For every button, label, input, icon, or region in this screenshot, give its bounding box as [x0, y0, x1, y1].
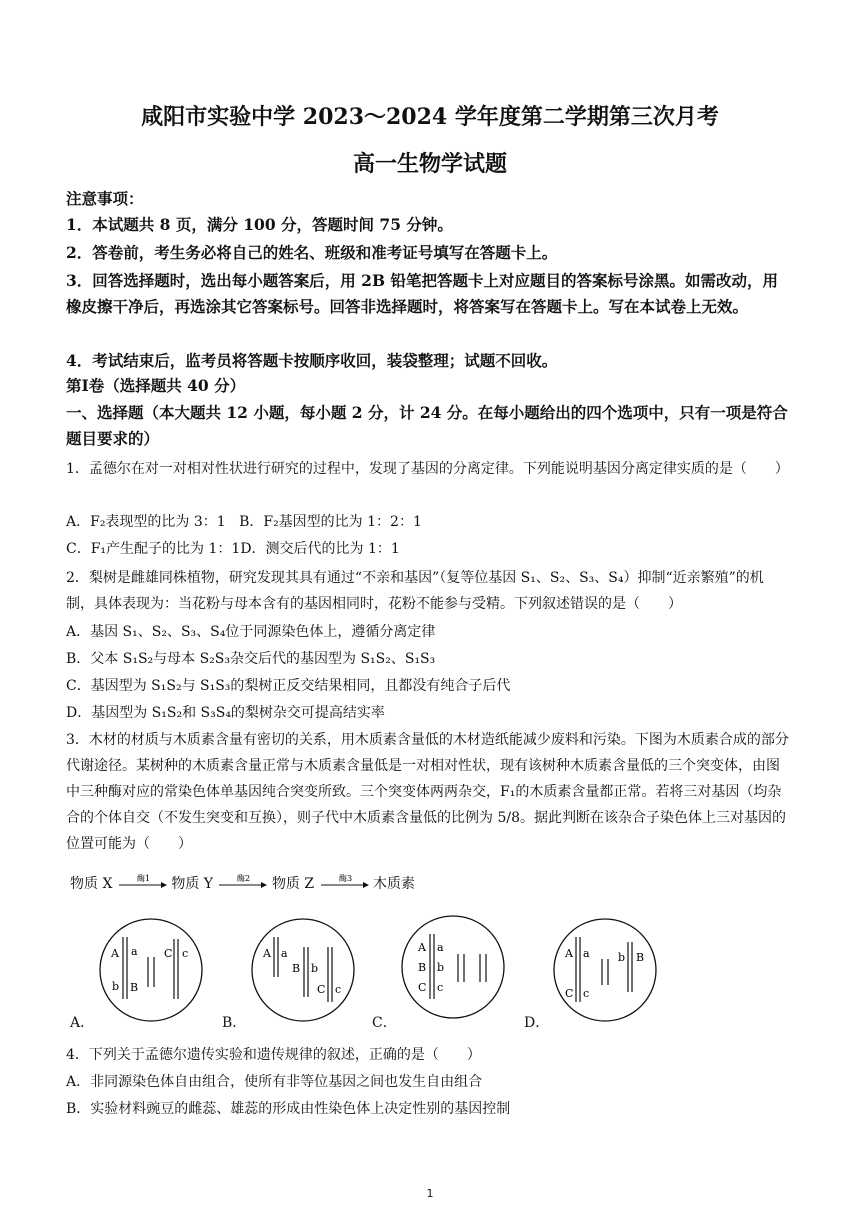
gene-label: C [565, 987, 574, 1000]
part-title: 第Ⅰ卷（选择题共 40 分） [66, 376, 246, 395]
gene-label: b [112, 980, 120, 993]
gene-label: b [437, 961, 445, 974]
q2-option-b: B．父本 S₁S₂与母本 S₂S₃杂交后代的基因型为 S₁S₂、S₁S₃ [66, 651, 436, 667]
pathway-substance-y: 物质 Y [171, 876, 214, 892]
pathway-substance-x: 物质 X [70, 876, 113, 892]
exam-title: 咸阳市实验中学 2023～2024 学年度第二学期第三次月考 [141, 104, 719, 130]
enzyme-1-label: 酶1 [136, 874, 150, 883]
q3-stem: 3．木材的材质与木质素含量有密切的关系，用木质素含量低的木材造纸能减少废料和污染。下图为木质素合成的部分代谢途径。某树种的木质素含量正常与木质素含量低是一对相对性状，现有该树种木质素含量低的三个突变体，由图中三种酶对应的常染色体单基因纯合突变所致。三个突变体两两杂交，F₁的木质素含量都正常。若将三对基因（均杂合的个体自交（不发生突变和互换），则子代中木质素含量低的比例为 5/8。据此判断在该杂合子染色体上三对基因的位置可能为（ ） [66, 732, 789, 852]
notice-item-3: 3．回答选择题时，选出每小题答案后，用 2B 铅笔把答题卡上对应题目的答案标号涂黑。如需改动，用橡皮擦干净后，再选涂其它答案标号。回答非选择题时，将答案写在答题卡上。写在本试卷上无效。 [66, 271, 778, 316]
gene-label: C [418, 981, 427, 994]
q3-option-a-label: A． [70, 1015, 95, 1031]
gene-label: b [311, 962, 319, 975]
q1-option-a: A．F₂表现型的比为 3：1 [66, 514, 226, 530]
chromosome-diagram-d [552, 917, 658, 1023]
gene-label: a [437, 941, 444, 954]
gene-label: A [418, 941, 426, 954]
gene-label: A [111, 947, 119, 960]
q1-option-d: D．测交后代的比为 1：1 [240, 541, 400, 557]
arrow-enzyme-3 [319, 873, 369, 893]
gene-label: c [437, 981, 444, 994]
page-number: 1 [426, 1187, 434, 1200]
q3-option-b-label: B． [222, 1015, 247, 1031]
pathway-substance-z: 物质 Z [271, 876, 315, 892]
gene-label: B [636, 951, 645, 964]
arrow-enzyme-2 [217, 873, 267, 893]
gene-label: A [565, 947, 573, 960]
q4-option-b: B．实验材料豌豆的雌蕊、雄蕊的形成由性染色体上决定性别的基因控制 [66, 1101, 511, 1117]
metabolic-pathway [70, 873, 415, 897]
q1-options-cd [66, 536, 796, 562]
gene-label: a [583, 947, 590, 960]
chromosome-diagram-a [98, 917, 204, 1023]
gene-label: b [618, 951, 626, 964]
enzyme-3-label: 酶3 [338, 874, 352, 883]
gene-label: c [583, 987, 590, 1000]
gene-label: c [182, 947, 189, 960]
q4-stem: 4．下列关于孟德尔遗传实验和遗传规律的叙述，正确的是（ ） [66, 1047, 481, 1063]
q4-option-a: A．非同源染色体自由组合，使所有非等位基因之间也发生自由组合 [66, 1074, 483, 1090]
q3-option-d-label: D． [524, 1015, 550, 1031]
q2-stem: 2．梨树是雌雄同株植物，研究发现其具有通过“不亲和基因”（复等位基因 S₁、S₂、S₃、S₄）抑制“近亲繁殖”的机制，具体表现为：当花粉与母本含有的基因相同时，花粉不能参与受精。下列叙述错误的是（ ） [66, 570, 764, 612]
notice-item-4: 4．考试结束后，监考员将答题卡按顺序收回，装袋整理；试题不回收。 [66, 351, 558, 370]
gene-label: B [130, 981, 139, 994]
section-instruction: 一、选择题（本大题共 12 小题，每小题 2 分，计 24 分。在每小题给出的四个选项中，只有一项是符合题目要求的） [66, 403, 788, 448]
gene-label: A [263, 947, 271, 960]
gene-label: C [164, 947, 173, 960]
pathway-lignin: 木质素 [373, 876, 416, 892]
notice-heading: 注意事项： [66, 189, 144, 208]
q2-option-c: C．基因型为 S₁S₂与 S₁S₃的梨树正反交结果相同，且都没有纯合子后代 [66, 678, 511, 694]
gene-label: B [292, 962, 301, 975]
chromosome-diagram-c [400, 914, 506, 1020]
q3-option-c-label: C． [372, 1015, 397, 1031]
gene-label: C [317, 983, 326, 996]
notice-item-2: 2．答卷前，考生务必将自己的姓名、班级和准考证号填写在答题卡上。 [66, 243, 558, 262]
q1-option-c: C．F₁产生配子的比为 1：1 [66, 541, 241, 557]
gene-label: c [335, 983, 342, 996]
gene-label: a [281, 947, 288, 960]
gene-label: a [131, 945, 138, 958]
q2-option-d: D．基因型为 S₁S₂和 S₃S₄的梨树杂交可提高结实率 [66, 705, 385, 721]
exam-subtitle: 高一生物学试题 [352, 151, 507, 177]
q1-stem: 1．孟德尔在对一对相对性状进行研究的过程中，发现了基因的分离定律。下列能说明基因分离定律实质的是（ ） [66, 461, 789, 477]
gene-label: B [418, 961, 427, 974]
q1-options-ab [66, 509, 796, 535]
q1-option-b: B．F₂基因型的比为 1：2：1 [239, 514, 422, 530]
chromosome-diagram-b [250, 917, 356, 1023]
q2-option-a: A．基因 S₁、S₂、S₃、S₄位于同源染色体上，遵循分离定律 [66, 624, 436, 640]
enzyme-2-label: 酶2 [237, 874, 251, 883]
notice-item-1: 1．本试题共 8 页，满分 100 分，答题时间 75 分钟。 [66, 215, 453, 234]
arrow-enzyme-1 [117, 873, 167, 893]
